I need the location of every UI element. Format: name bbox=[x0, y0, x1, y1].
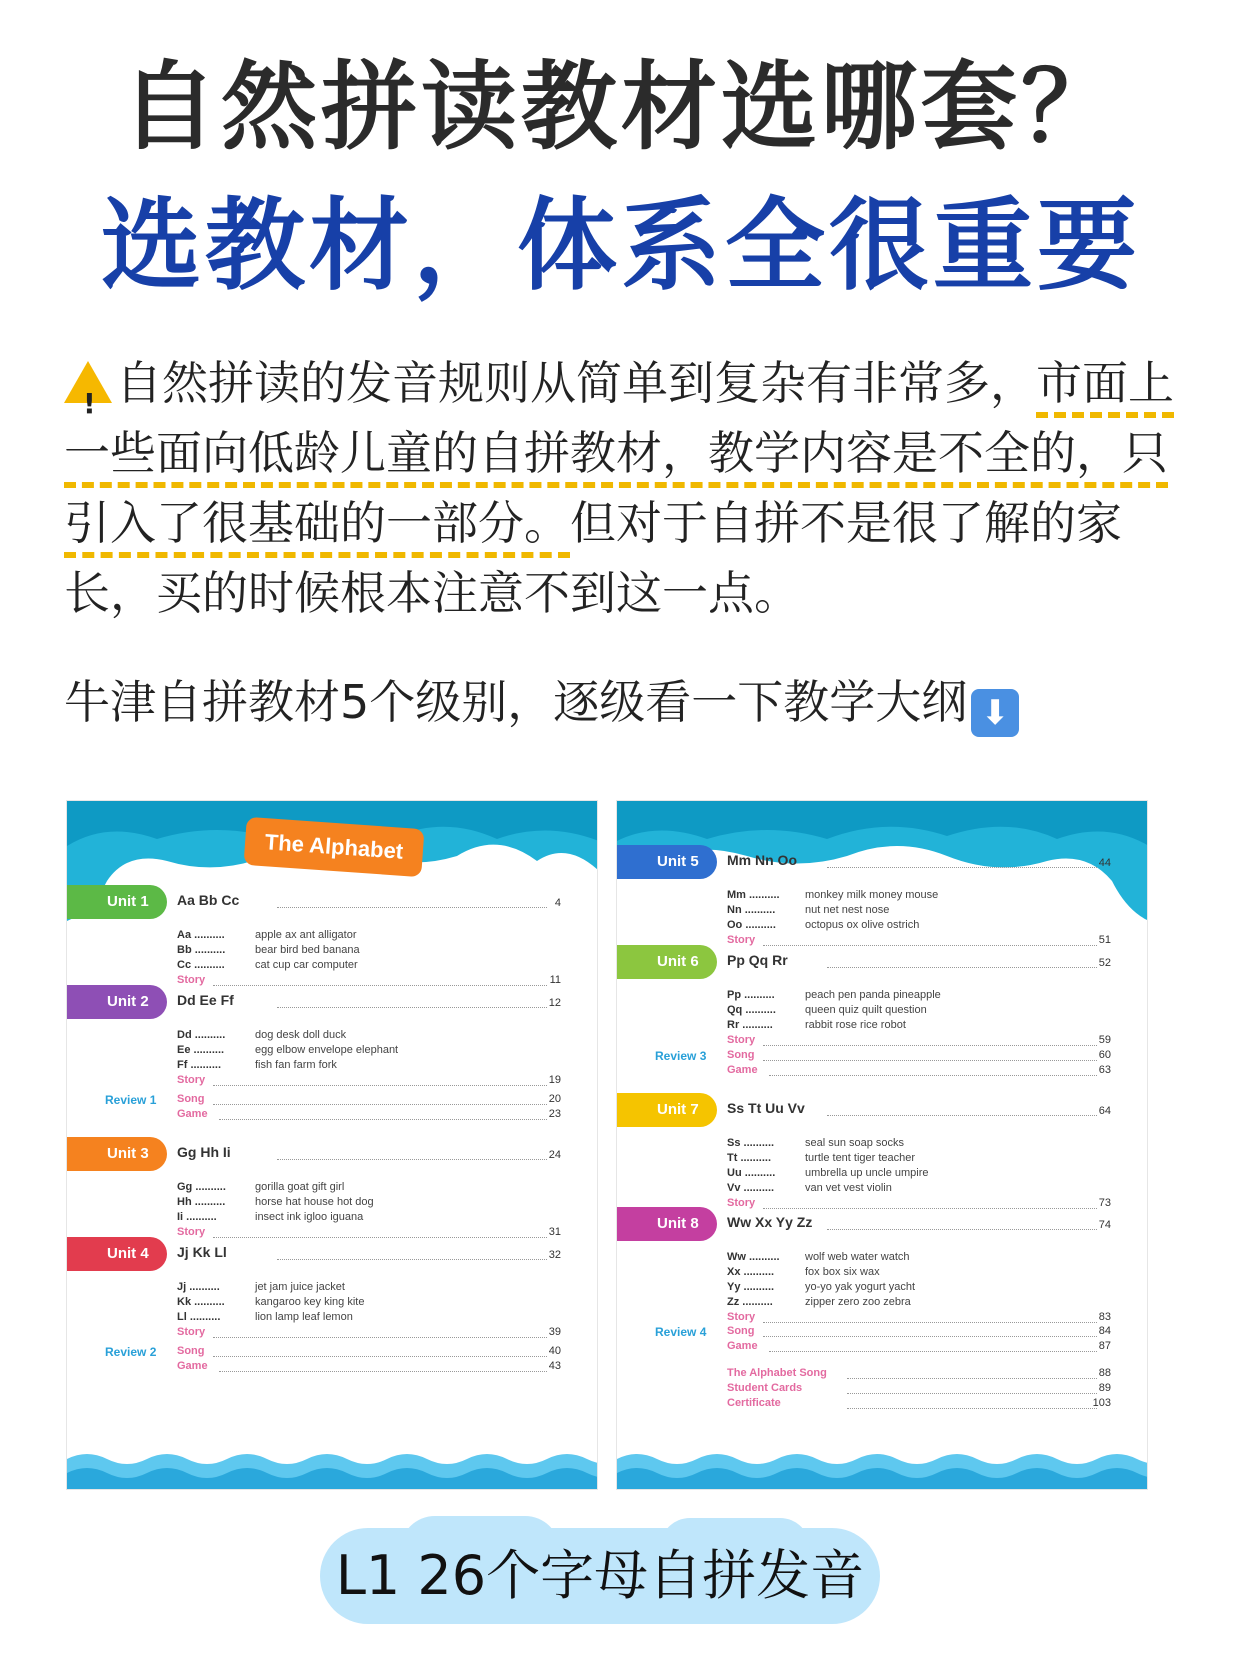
dot-leader bbox=[847, 1378, 1097, 1379]
extra-label: The Alphabet Song bbox=[727, 1367, 827, 1379]
word-list: fish fan farm fork bbox=[255, 1059, 337, 1071]
word-list: umbrella up uncle umpire bbox=[805, 1167, 929, 1179]
wave-decoration bbox=[67, 1449, 598, 1489]
dot-leader bbox=[827, 967, 1097, 968]
story-label: Story bbox=[177, 1074, 206, 1086]
page-number: 60 bbox=[1098, 1049, 1111, 1061]
letter-pair: Bb .......... bbox=[177, 944, 226, 956]
page-number: 88 bbox=[1098, 1367, 1111, 1379]
word-line bbox=[177, 1029, 346, 1041]
unit-letters: Ss Tt Uu Vv bbox=[727, 1100, 805, 1116]
review-label: Review 2 bbox=[105, 1345, 157, 1359]
unit-tab: Unit 6 bbox=[617, 945, 717, 979]
dot-leader bbox=[769, 1075, 1097, 1076]
word-line bbox=[177, 1281, 345, 1293]
word-list: kangaroo key king kite bbox=[255, 1296, 365, 1308]
caption-bubble bbox=[320, 1528, 880, 1624]
down-arrow-icon: ⬇ bbox=[971, 689, 1019, 737]
story-label: Story bbox=[727, 1311, 756, 1323]
dot-leader bbox=[277, 1007, 547, 1008]
dot-leader bbox=[213, 1237, 547, 1238]
dot-leader bbox=[847, 1393, 1097, 1394]
letter-pair: Aa .......... bbox=[177, 929, 225, 941]
dot-leader bbox=[763, 1208, 1097, 1209]
para-underlined: 市面上一些面向低龄儿童的自拼教材，教学内容是不全的，只引入了很基础的一部分。 bbox=[64, 356, 1174, 558]
letter-pair: Qq .......... bbox=[727, 1004, 776, 1016]
letter-pair: Hh .......... bbox=[177, 1196, 226, 1208]
word-line bbox=[727, 1296, 911, 1308]
dot-leader bbox=[769, 1351, 1097, 1352]
review-label: Review 1 bbox=[105, 1093, 157, 1107]
dot-leader bbox=[763, 945, 1097, 946]
dot-leader bbox=[277, 1159, 547, 1160]
word-line bbox=[727, 1266, 880, 1278]
dot-leader bbox=[827, 1115, 1097, 1116]
review-label: Review 3 bbox=[655, 1049, 707, 1063]
letter-pair: Xx .......... bbox=[727, 1266, 775, 1278]
para-part2: 但对于自拼不是很了解的家长，买的时候根本注意不到这一点。 bbox=[64, 496, 1122, 620]
dot-leader bbox=[213, 1085, 547, 1086]
page-number: 83 bbox=[1098, 1311, 1111, 1323]
story-label: Story bbox=[727, 934, 756, 946]
letter-pair: Ll .......... bbox=[177, 1311, 221, 1323]
page-number: 4 bbox=[554, 897, 561, 909]
word-line bbox=[727, 1182, 892, 1194]
dot-leader bbox=[827, 1229, 1097, 1230]
page-number: 59 bbox=[1098, 1034, 1111, 1046]
level-intro-text: 牛津自拼教材5个级别，逐级看一下教学大纲 bbox=[64, 675, 968, 729]
word-line bbox=[177, 1296, 364, 1308]
dot-leader bbox=[213, 985, 547, 986]
letter-pair: Pp .......... bbox=[727, 989, 775, 1001]
word-line bbox=[727, 1167, 929, 1179]
page-number: 64 bbox=[1098, 1105, 1111, 1117]
word-list: zipper zero zoo zebra bbox=[805, 1296, 911, 1308]
unit-tab: Unit 7 bbox=[617, 1093, 717, 1127]
dot-leader bbox=[763, 1045, 1097, 1046]
game-label: Game bbox=[177, 1108, 208, 1120]
dot-leader bbox=[213, 1104, 547, 1105]
review-label: Review 4 bbox=[655, 1325, 707, 1339]
dot-leader bbox=[847, 1408, 1097, 1409]
letter-pair: Rr .......... bbox=[727, 1019, 773, 1031]
word-list: apple ax ant alligator bbox=[255, 929, 357, 941]
unit-tab: Unit 4 bbox=[67, 1237, 167, 1271]
letter-pair: Vv .......... bbox=[727, 1182, 775, 1194]
word-list: egg elbow envelope elephant bbox=[255, 1044, 399, 1056]
page-number: 31 bbox=[548, 1226, 561, 1238]
alphabet-banner: The Alphabet bbox=[244, 817, 425, 877]
story-label: Story bbox=[177, 1326, 206, 1338]
page-number: 51 bbox=[1098, 934, 1111, 946]
letter-pair: Dd .......... bbox=[177, 1029, 226, 1041]
word-list: cat cup car computer bbox=[255, 959, 358, 971]
word-line bbox=[177, 1044, 398, 1056]
dot-leader bbox=[219, 1371, 547, 1372]
letter-pair: Ff .......... bbox=[177, 1059, 221, 1071]
story-label: Story bbox=[727, 1197, 756, 1209]
story-label: Story bbox=[727, 1034, 756, 1046]
page-number: 24 bbox=[548, 1149, 561, 1161]
unit-letters: Jj Kk Ll bbox=[177, 1244, 227, 1260]
unit-tab: Unit 1 bbox=[67, 885, 167, 919]
extra-label: Student Cards bbox=[727, 1382, 803, 1394]
dot-leader bbox=[763, 1322, 1097, 1323]
sub-title: 选教材，体系全很重要 bbox=[101, 187, 1141, 304]
word-list: peach pen panda pineapple bbox=[805, 989, 941, 1001]
word-list: horse hat house hot dog bbox=[255, 1196, 374, 1208]
word-line bbox=[177, 1311, 353, 1323]
word-list: insect ink igloo iguana bbox=[255, 1211, 364, 1223]
unit-tab: Unit 2 bbox=[67, 985, 167, 1019]
word-list: fox box six wax bbox=[805, 1266, 880, 1278]
word-line bbox=[727, 1152, 915, 1164]
game-label: Game bbox=[727, 1340, 758, 1352]
page-number: 20 bbox=[548, 1093, 561, 1105]
dot-leader bbox=[763, 1060, 1097, 1061]
page-number: 73 bbox=[1098, 1197, 1111, 1209]
unit-letters: Mm Nn Oo bbox=[727, 852, 797, 868]
page-number: 103 bbox=[1092, 1397, 1111, 1409]
word-line bbox=[727, 1004, 927, 1016]
page-number: 32 bbox=[548, 1249, 561, 1261]
game-label: Game bbox=[727, 1064, 758, 1076]
page-number: 11 bbox=[549, 974, 561, 986]
word-list: wolf web water watch bbox=[805, 1251, 910, 1263]
word-list: nut net nest nose bbox=[805, 904, 890, 916]
song-label: Song bbox=[727, 1325, 755, 1337]
word-list: queen quiz quilt question bbox=[805, 1004, 927, 1016]
word-list: jet jam juice jacket bbox=[255, 1281, 345, 1293]
word-list: seal sun soap socks bbox=[805, 1137, 905, 1149]
intro-paragraph bbox=[64, 348, 1184, 628]
dot-leader bbox=[277, 1259, 547, 1260]
letter-pair: Uu .......... bbox=[727, 1167, 776, 1179]
page-number: 84 bbox=[1098, 1325, 1111, 1337]
word-list: dog desk doll duck bbox=[255, 1029, 347, 1041]
page-number: 74 bbox=[1098, 1219, 1111, 1231]
word-list: bear bird bed banana bbox=[255, 944, 360, 956]
letter-pair: Gg .......... bbox=[177, 1181, 226, 1193]
para-part1: 自然拼读的发音规则从简单到复杂有非常多， bbox=[116, 356, 1036, 410]
word-line bbox=[727, 904, 889, 916]
dot-leader bbox=[219, 1119, 547, 1120]
unit-letters: Ww Xx Yy Zz bbox=[727, 1214, 813, 1230]
letter-pair: Ee .......... bbox=[177, 1044, 225, 1056]
page-number: 52 bbox=[1098, 957, 1111, 969]
song-label: Song bbox=[727, 1049, 755, 1061]
dot-leader bbox=[213, 1337, 547, 1338]
book-page-left bbox=[66, 800, 598, 1490]
unit-letters: Aa Bb Cc bbox=[177, 892, 240, 908]
word-line bbox=[727, 1251, 910, 1263]
word-line bbox=[727, 1137, 904, 1149]
dot-leader bbox=[277, 907, 547, 908]
letter-pair: Mm .......... bbox=[727, 889, 780, 901]
dot-leader bbox=[213, 1356, 547, 1357]
unit-letters: Dd Ee Ff bbox=[177, 992, 234, 1008]
letter-pair: Zz .......... bbox=[727, 1296, 773, 1308]
page-number: 12 bbox=[548, 997, 561, 1009]
word-list: rabbit rose rice robot bbox=[805, 1019, 906, 1031]
word-list: monkey milk money mouse bbox=[805, 889, 939, 901]
word-list: van vet vest violin bbox=[805, 1182, 892, 1194]
caption-text: L1 26个字母自拼发音 bbox=[335, 1544, 865, 1607]
main-title: 自然拼读教材选哪套？ bbox=[121, 51, 1121, 163]
game-label: Game bbox=[177, 1360, 208, 1372]
word-line bbox=[727, 889, 938, 901]
word-line bbox=[177, 1059, 337, 1071]
word-list: octopus ox olive ostrich bbox=[805, 919, 920, 931]
page-number: 87 bbox=[1098, 1340, 1111, 1352]
letter-pair: Ss .......... bbox=[727, 1137, 775, 1149]
letter-pair: Kk .......... bbox=[177, 1296, 225, 1308]
wave-decoration bbox=[617, 1449, 1148, 1489]
page-number: 40 bbox=[548, 1345, 561, 1357]
letter-pair: Yy .......... bbox=[727, 1281, 775, 1293]
dot-leader bbox=[827, 867, 1097, 868]
letter-pair: Cc .......... bbox=[177, 959, 225, 971]
word-line bbox=[177, 1196, 374, 1208]
unit-letters: Pp Qq Rr bbox=[727, 952, 788, 968]
level-intro bbox=[64, 672, 1184, 737]
page-number: 43 bbox=[548, 1360, 561, 1372]
word-list: gorilla goat gift girl bbox=[255, 1181, 345, 1193]
page-number: 63 bbox=[1098, 1064, 1111, 1076]
song-label: Song bbox=[177, 1093, 205, 1105]
dot-leader bbox=[763, 1336, 1097, 1337]
word-line bbox=[177, 1211, 363, 1223]
unit-tab: Unit 3 bbox=[67, 1137, 167, 1171]
letter-pair: Tt .......... bbox=[727, 1152, 771, 1164]
story-label: Story bbox=[177, 974, 206, 986]
letter-pair: Ww .......... bbox=[727, 1251, 780, 1263]
extra-label: Certificate bbox=[727, 1397, 781, 1409]
word-line bbox=[177, 1181, 344, 1193]
word-list: turtle tent tiger teacher bbox=[805, 1152, 916, 1164]
unit-tab: Unit 5 bbox=[617, 845, 717, 879]
letter-pair: Nn .......... bbox=[727, 904, 776, 916]
word-line bbox=[727, 919, 919, 931]
story-label: Story bbox=[177, 1226, 206, 1238]
page-number: 19 bbox=[548, 1074, 561, 1086]
page-number: 89 bbox=[1098, 1382, 1111, 1394]
letter-pair: Jj .......... bbox=[177, 1281, 220, 1293]
page-number: 23 bbox=[548, 1108, 561, 1120]
word-line bbox=[177, 944, 360, 956]
word-line bbox=[727, 989, 941, 1001]
page-number: 44 bbox=[1098, 857, 1111, 869]
letter-pair: Ii .......... bbox=[177, 1211, 217, 1223]
word-line bbox=[177, 959, 358, 971]
word-list: yo-yo yak yogurt yacht bbox=[805, 1281, 916, 1293]
unit-letters: Gg Hh Ii bbox=[177, 1144, 231, 1160]
word-list: lion lamp leaf lemon bbox=[255, 1311, 353, 1323]
word-line bbox=[177, 929, 357, 941]
warning-icon bbox=[64, 361, 112, 403]
unit-tab: Unit 8 bbox=[617, 1207, 717, 1241]
book-page-right bbox=[616, 800, 1148, 1490]
song-label: Song bbox=[177, 1345, 205, 1357]
word-line bbox=[727, 1281, 915, 1293]
page-number: 39 bbox=[548, 1326, 561, 1338]
word-line bbox=[727, 1019, 906, 1031]
letter-pair: Oo .......... bbox=[727, 919, 776, 931]
